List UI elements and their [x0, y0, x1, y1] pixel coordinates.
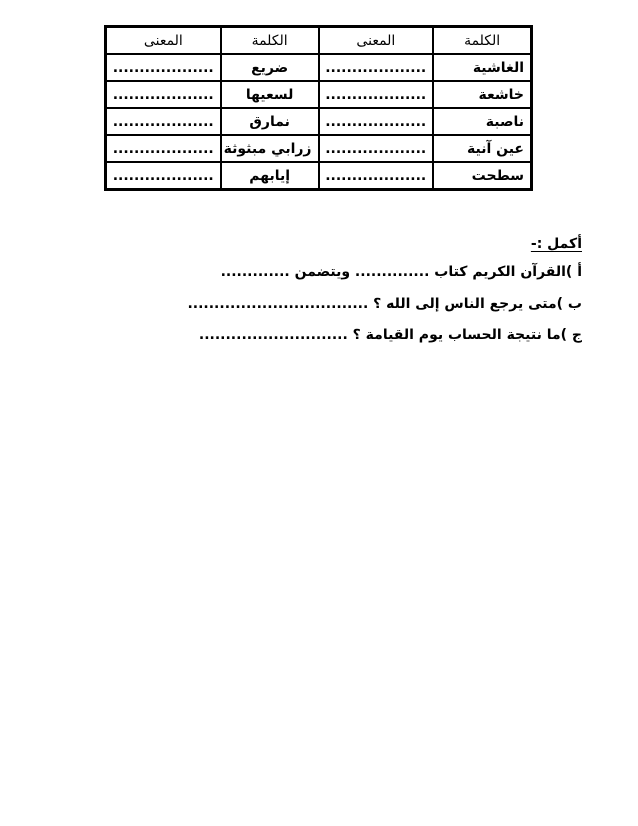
- word-cell: عين آنية: [433, 135, 531, 162]
- table-row: [106, 108, 531, 135]
- word-cell: الغاشية: [433, 54, 531, 81]
- meaning-blank[interactable]: ...................: [106, 54, 221, 81]
- meaning-blank[interactable]: ...................: [106, 81, 221, 108]
- word-cell: خاشعة: [433, 81, 531, 108]
- word-cell: سطحت: [433, 162, 531, 189]
- header-word-1: الكلمة: [433, 27, 531, 54]
- meaning-blank[interactable]: ...................: [106, 108, 221, 135]
- word-cell: زرابي مبثوثة: [221, 135, 319, 162]
- table-row: [106, 81, 531, 108]
- complete-section-title: أكمل :-: [530, 236, 582, 252]
- table-row: [106, 54, 531, 81]
- table-header-row: [106, 27, 531, 54]
- word-cell: ضريع: [221, 54, 319, 81]
- meaning-blank[interactable]: ...................: [319, 162, 434, 189]
- vocabulary-table: [104, 25, 533, 191]
- meaning-blank[interactable]: ...................: [106, 135, 221, 162]
- meaning-blank[interactable]: ...................: [319, 54, 434, 81]
- question-a: أ )القرآن الكريم كتاب .............. ويتضمن .............: [220, 264, 582, 280]
- word-cell: نمارق: [221, 108, 319, 135]
- header-meaning-1: المعنى: [319, 27, 434, 54]
- header-word-2: الكلمة: [221, 27, 319, 54]
- word-cell: لسعيها: [221, 81, 319, 108]
- question-c: ج )ما نتيجة الحساب يوم القيامة ؟ ............................: [198, 327, 582, 343]
- header-meaning-2: المعنى: [106, 27, 221, 54]
- meaning-blank[interactable]: ...................: [319, 135, 434, 162]
- word-cell: إيابهم: [221, 162, 319, 189]
- meaning-blank[interactable]: ...................: [319, 81, 434, 108]
- table-row: [106, 135, 531, 162]
- meaning-blank[interactable]: ...................: [106, 162, 221, 189]
- meaning-blank[interactable]: ...................: [319, 108, 434, 135]
- question-b: ب )متى يرجع الناس إلى الله ؟ ..................................: [187, 296, 582, 312]
- word-cell: ناصبة: [433, 108, 531, 135]
- table-row: [106, 162, 531, 189]
